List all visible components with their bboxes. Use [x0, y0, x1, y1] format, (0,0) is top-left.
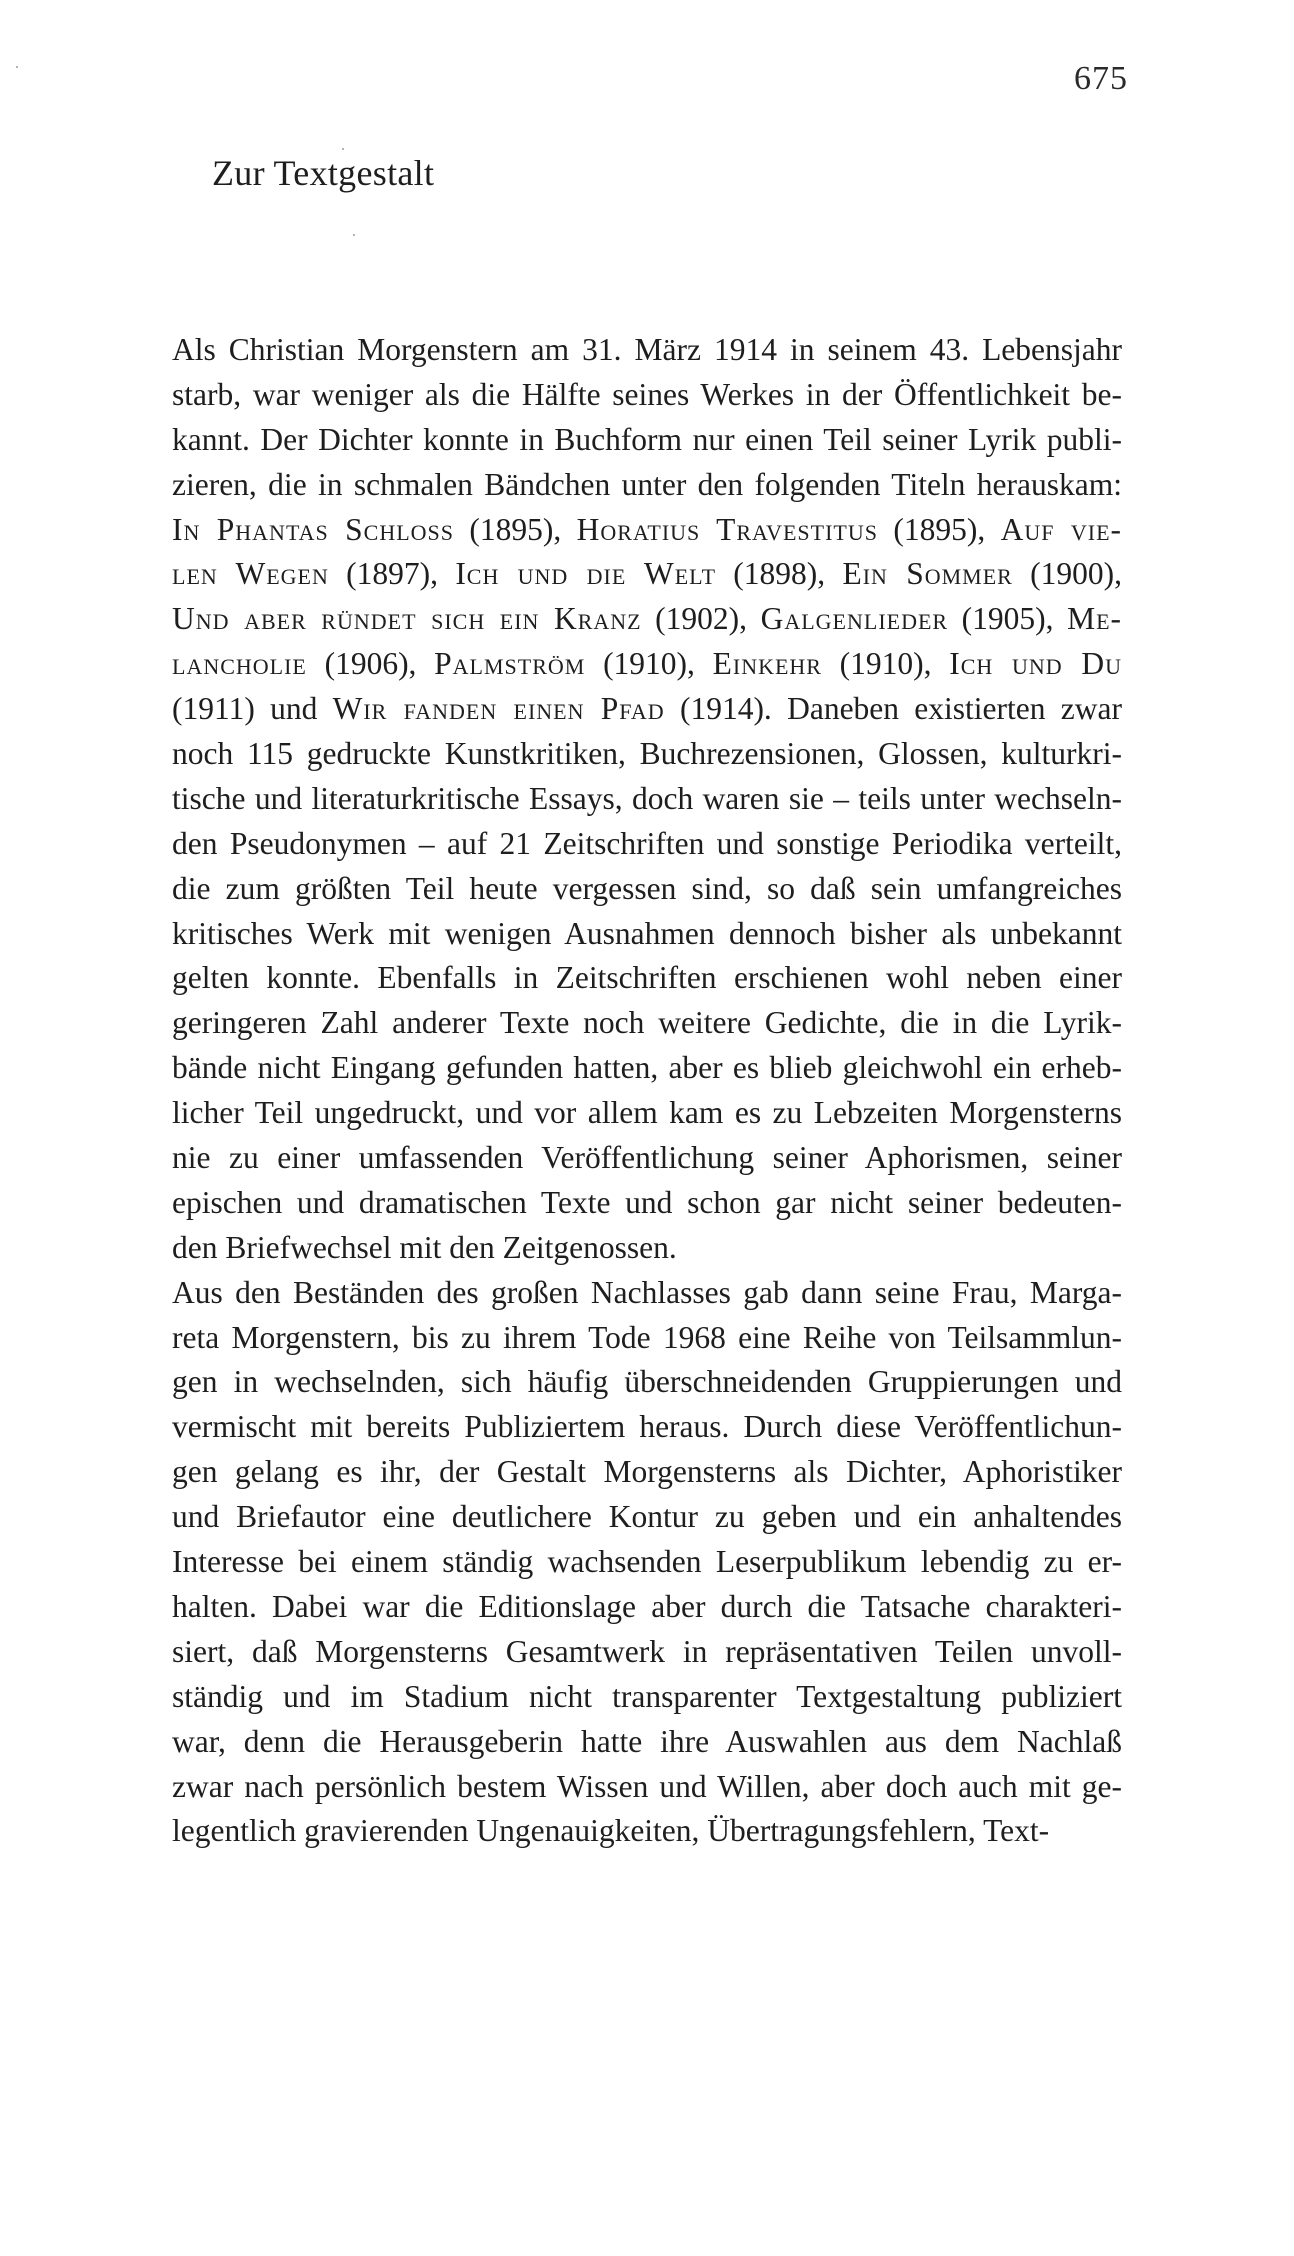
text-segment: (1905),	[948, 601, 1068, 637]
scan-speck	[353, 234, 355, 236]
text-segment: epischen und dramatischen Texte und schon gar nicht seiner bedeuten-	[172, 1184, 1122, 1220]
text-line	[172, 1450, 1122, 1495]
text-segment: reta Morgenstern, bis zu ihrem Tode 1968 eine Reihe von Teilsammlun-	[172, 1319, 1122, 1355]
text-segment: kannt. Der Dichter konnte in Buchform nur einen Teil seiner Lyrik publi-	[172, 421, 1122, 457]
text-line	[172, 1136, 1122, 1181]
text-segment: halten. Dabei war die Editionslage aber durch die Tatsache charakteri-	[172, 1588, 1122, 1624]
body-text	[172, 328, 1122, 1854]
text-segment: Interesse bei einem ständig wachsenden Leserpublikum lebendig zu er-	[172, 1544, 1122, 1580]
text-line	[172, 597, 1122, 642]
text-line	[172, 1091, 1122, 1136]
text-line	[172, 463, 1122, 508]
text-line	[172, 1226, 1122, 1271]
text-segment: (1910),	[821, 646, 950, 682]
paragraph	[172, 1271, 1122, 1855]
book-title: Und aber ründet sich ein Kranz	[172, 601, 642, 637]
text-line	[172, 1316, 1122, 1361]
paragraph	[172, 328, 1122, 1271]
book-title: Ein Sommer	[842, 556, 1013, 592]
scan-speck	[342, 148, 344, 150]
text-line	[172, 1630, 1122, 1675]
book-title: Horatius Travestitus	[576, 511, 878, 547]
text-line	[172, 822, 1122, 867]
text-segment: geringeren Zahl anderer Texte noch weitere Gedichte, die in die Lyrik-	[172, 1005, 1122, 1041]
text-segment: kritisches Werk mit wenigen Ausnahmen dennoch bisher als unbekannt	[172, 915, 1122, 951]
text-line	[172, 1405, 1122, 1450]
text-line	[172, 373, 1122, 418]
text-segment: den Briefwechsel mit den Zeitgenossen.	[172, 1229, 677, 1265]
text-line	[172, 732, 1122, 777]
text-segment: (1902),	[641, 601, 761, 637]
text-line	[172, 1271, 1122, 1316]
book-title: Me-	[1067, 601, 1123, 637]
text-segment: gen gelang es ihr, der Gestalt Morgensterns als Dichter, Aphoristiker	[172, 1454, 1122, 1490]
book-title: Einkehr	[712, 646, 822, 682]
text-line	[172, 1809, 1122, 1854]
section-title: Zur Textgestalt	[212, 153, 435, 193]
text-line	[172, 642, 1122, 687]
text-segment: zieren, die in schmalen Bändchen unter den folgenden Titeln herauskam:	[172, 466, 1122, 502]
text-segment: ständig und im Stadium nicht transparenter Textgestaltung publiziert	[172, 1678, 1122, 1714]
text-segment: und Briefautor eine deutlichere Kontur zu geben und ein anhaltendes	[172, 1499, 1122, 1535]
text-segment: starb, war weniger als die Hälfte seines Werkes in der Öffentlichkeit be-	[172, 376, 1122, 412]
text-segment: den Pseudonymen – auf 21 Zeitschriften und sonstige Periodika verteilt,	[172, 825, 1122, 861]
text-line	[172, 1001, 1122, 1046]
text-segment: noch 115 gedruckte Kunstkritiken, Buchrezensionen, Glossen, kulturkri-	[172, 736, 1122, 772]
book-title: lancholie	[172, 646, 307, 682]
text-line	[172, 418, 1122, 463]
text-line	[172, 956, 1122, 1001]
text-segment: gelten konnte. Ebenfalls in Zeitschriften erschienen wohl neben einer	[172, 960, 1122, 996]
book-title: Ich und die Welt	[455, 556, 717, 592]
text-segment: Aus den Beständen des großen Nachlasses gab dann seine Frau, Marga-	[172, 1274, 1122, 1310]
text-line	[172, 1540, 1122, 1585]
text-line	[172, 1720, 1122, 1765]
text-segment: legentlich gravierenden Ungenauigkeiten, Übertragungsfehlern, Text-	[172, 1813, 1050, 1849]
text-line	[172, 1360, 1122, 1405]
text-line	[172, 508, 1122, 553]
text-line	[172, 912, 1122, 957]
page-number: 675	[1074, 60, 1128, 97]
text-segment: (1910),	[585, 646, 713, 682]
text-line	[172, 1046, 1122, 1091]
book-title: In Phantas Schloss	[172, 511, 455, 547]
text-segment: (1906),	[306, 646, 435, 682]
book-title: Palmström	[434, 646, 586, 682]
text-segment: (1914). Daneben existierten zwar	[664, 691, 1122, 727]
text-segment: (1895),	[454, 511, 577, 547]
text-segment: die zum größten Teil heute vergessen sind, so daß sein umfangreiches	[172, 870, 1122, 906]
text-segment: licher Teil ungedruckt, und vor allem kam es zu Lebzeiten Morgensterns	[172, 1095, 1122, 1131]
text-segment: Als Christian Morgenstern am 31. März 1914 in seinem 43. Lebensjahr	[172, 332, 1122, 367]
text-line	[172, 1675, 1122, 1720]
book-title: Auf vie-	[1000, 511, 1122, 547]
text-line	[172, 328, 1122, 373]
text-segment: war, denn die Herausgeberin hatte ihre Auswahlen aus dem Nachlaß	[172, 1723, 1122, 1759]
text-segment: gen in wechselnden, sich häufig überschneidenden Gruppierungen und	[172, 1364, 1122, 1400]
text-segment: (1900),	[1012, 556, 1122, 592]
text-line	[172, 1495, 1122, 1540]
text-segment: nie zu einer umfassenden Veröffentlichung seiner Aphorismen, seiner	[172, 1140, 1122, 1176]
book-title: Wir fanden einen Pfad	[332, 691, 665, 727]
scan-speck	[16, 66, 18, 68]
text-segment: (1911) und	[172, 691, 333, 727]
text-segment: (1897),	[328, 556, 456, 592]
book-title: len Wegen	[172, 556, 329, 592]
book-title: Galgenlieder	[760, 601, 949, 637]
text-segment: siert, daß Morgensterns Gesamtwerk in repräsentativen Teilen unvoll-	[172, 1633, 1122, 1669]
text-segment: (1898),	[716, 556, 843, 592]
book-title: Ich und Du	[949, 646, 1122, 682]
text-line	[172, 687, 1122, 732]
text-line	[172, 777, 1122, 822]
text-segment: bände nicht Eingang gefunden hatten, aber es blieb gleichwohl ein erheb-	[172, 1050, 1122, 1086]
text-line	[172, 867, 1122, 912]
text-segment: (1895),	[877, 511, 1001, 547]
text-segment: vermischt mit bereits Publiziertem heraus. Durch diese Veröffentlichun-	[172, 1409, 1122, 1445]
text-segment: tische und literaturkritische Essays, doch waren sie – teils unter wechseln-	[172, 780, 1122, 816]
text-line	[172, 1181, 1122, 1226]
text-segment: zwar nach persönlich bestem Wissen und Willen, aber doch auch mit ge-	[172, 1768, 1122, 1804]
text-line	[172, 552, 1122, 597]
text-line	[172, 1585, 1122, 1630]
text-line	[172, 1765, 1122, 1810]
